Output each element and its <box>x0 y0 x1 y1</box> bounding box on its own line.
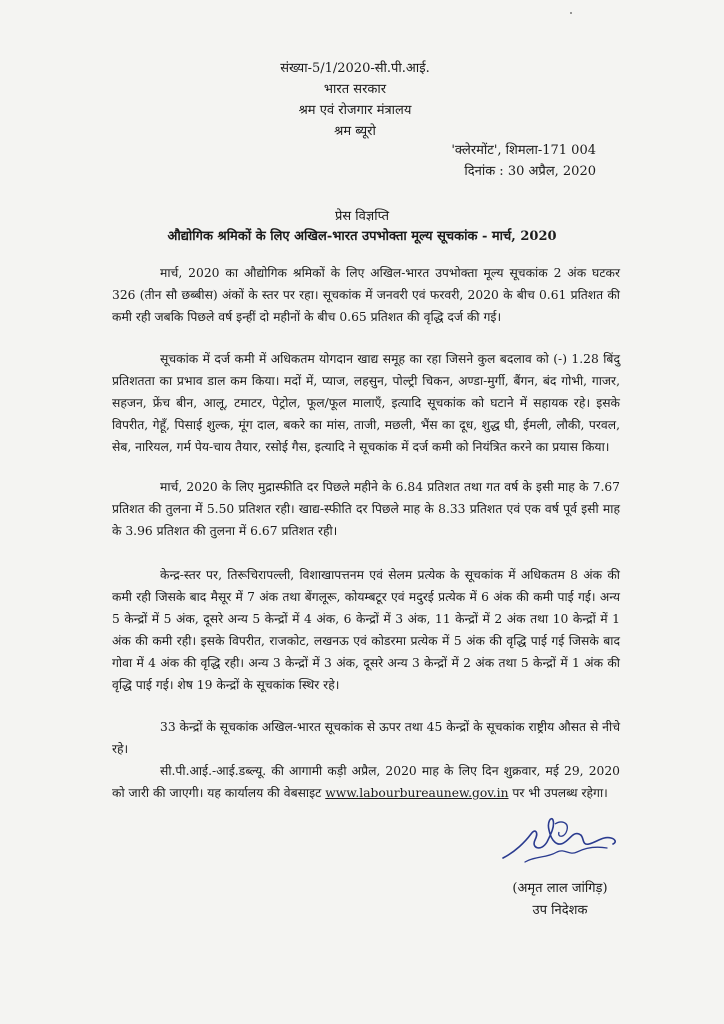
paragraph-5: 33 केन्द्रों के सूचकांक अखिल-भारत सूचकांक से ऊपर तथा 45 केन्द्रों के सूचकांक राष्ट्रीय औसत से नीचे रहे। <box>112 720 620 756</box>
bureau-name: श्रम ब्यूरो <box>334 124 376 139</box>
signatory-block <box>480 878 640 922</box>
government-name: भारत सरकार <box>323 82 387 97</box>
release-date: दिनांक : 30 अप्रैल, 2020 <box>464 164 596 179</box>
scan-speck <box>570 12 572 14</box>
website-link[interactable]: www.labourbureaunew.gov.in <box>325 786 509 800</box>
address-block <box>451 140 596 182</box>
paragraph-4: केन्द्र-स्तर पर, तिरूचिरापल्ली, विशाखापत्तनम एवं सेलम प्रत्येक के सूचकांक में अधिकतम 8 अंक की कमी रही जिसके बाद मैसूर में 7 अंक तथा बेंगलूरू, कोयम्बटूर एवं मदुरई प्रत्येक में 6 अंक की कमी पाई गई। अन्य 5 केन्द्रों में 5 अंक, दूसरे अन्य 5 केन्द्रों में 4 अंक, 6 केन्द्रों में 3 अंक, 11 केन्द्रों में 2 अंक तथा 10 केन्द्रों में 1 अंक की कमी रही। इसके विपरीत, राजकोट, लखनऊ एवं कोडरमा प्रत्येक में 5 अंक की वृद्धि पाई गई जिसके बाद गोवा में 4 अंक की वृद्धि रही। अन्य 3 केन्द्रों में 3 अंक, दूसरे अन्य 3 केन्द्रों में 2 अंक तथा 5 केन्द्रों में 1 अंक की वृद्धि पाई गई। शेष 19 केन्द्रों के सूचकांक स्थिर रहे। <box>112 568 620 692</box>
signatory-designation: उप निदेशक <box>532 903 588 918</box>
paragraph-2: सूचकांक में दर्ज कमी में अधिकतम योगदान खाद्य समूह का रहा जिसने कुल बदलाव को (-) 1.28 बिंदु प्रतिशतता का प्रभाव डाल कम किया। मदों में, प्याज, लहसुन, पोल्ट्री चिकन, अण्डा-मुर्गी, बैंगन, बंद गोभी, गाजर, सहजन, फ्रेंच बीन, आलू, टमाटर, पेट्रोल, फूल/फूल मालाएँ, इत्यादि सूचकांक को घटाने में सहायक रहे। इसके विपरीत, गेहूँ, पिसाई शुल्क, मूंग दाल, बकरे का मांस, ताजी, मछली, भैंस का दूध, शुद्ध घी, ईमली, लौकी, परवल, सेब, नारियल, गर्म पेय-चाय तैयार, रसोई गैस, इत्यादि ने सूचकांक में दर्ज कमी को नियंत्रित करने का प्रयास किया। <box>112 352 620 454</box>
paragraph-6-tail: पर भी उपलब्ध रहेगा। <box>508 786 608 800</box>
office-address: 'क्लेरमोंट', शिमला-171 004 <box>451 143 596 158</box>
paragraph-1: मार्च, 2020 का औद्योगिक श्रमिकों के लिए अखिल-भारत उपभोक्ता मूल्य सूचकांक 2 अंक घटकर 326 (तीन सौ छब्बीस) अंकों के स्तर पर रहा। सूचकांक में जनवरी एवं फरवरी, 2020 के बीच 0.61 प्रतिशत की कमी रही जबकि पिछले वर्ष इन्हीं दो महीनों के बीच 0.65 प्रतिशत की वृद्धि दर्ज की गई। <box>112 266 620 324</box>
paragraph-6-text: सी.पी.आई.-आई.डब्ल्यू. की आगामी कड़ी अप्रैल, 2020 माह के लिए दिन शुक्रवार, मई 29, 2020 को जारी की जाएगी। यह कार्यालय की वेबसाइट <box>112 764 620 800</box>
press-release-label: प्रेस विज्ञप्ति <box>334 209 390 224</box>
document-title: औद्योगिक श्रमिकों के लिए अखिल-भारत उपभोक्ता मूल्य सूचकांक - मार्च, 2020 <box>167 229 557 244</box>
paragraph-3: मार्च, 2020 के लिए मुद्रास्फीति दर पिछले महीने के 6.84 प्रतिशत तथा गत वर्ष के इसी माह के 7.67 प्रतिशत की तुलना में 5.50 प्रतिशत रही। खाद्य-स्फीति दर पिछले माह के 8.33 प्रतिशत एवं एक वर्ष पूर्व इसी माह के 3.96 प्रतिशत की तुलना में 6.67 प्रतिशत रही। <box>112 480 620 538</box>
reference-number: संख्या-5/1/2020-सी.पी.आई. <box>280 61 430 76</box>
ministry-name: श्रम एवं रोजगार मंत्रालय <box>298 103 412 118</box>
paragraph-6 <box>112 760 620 804</box>
signature-image <box>495 812 625 872</box>
signatory-name: (अमृत लाल जांगिड़) <box>512 881 608 896</box>
letterhead <box>250 58 460 142</box>
